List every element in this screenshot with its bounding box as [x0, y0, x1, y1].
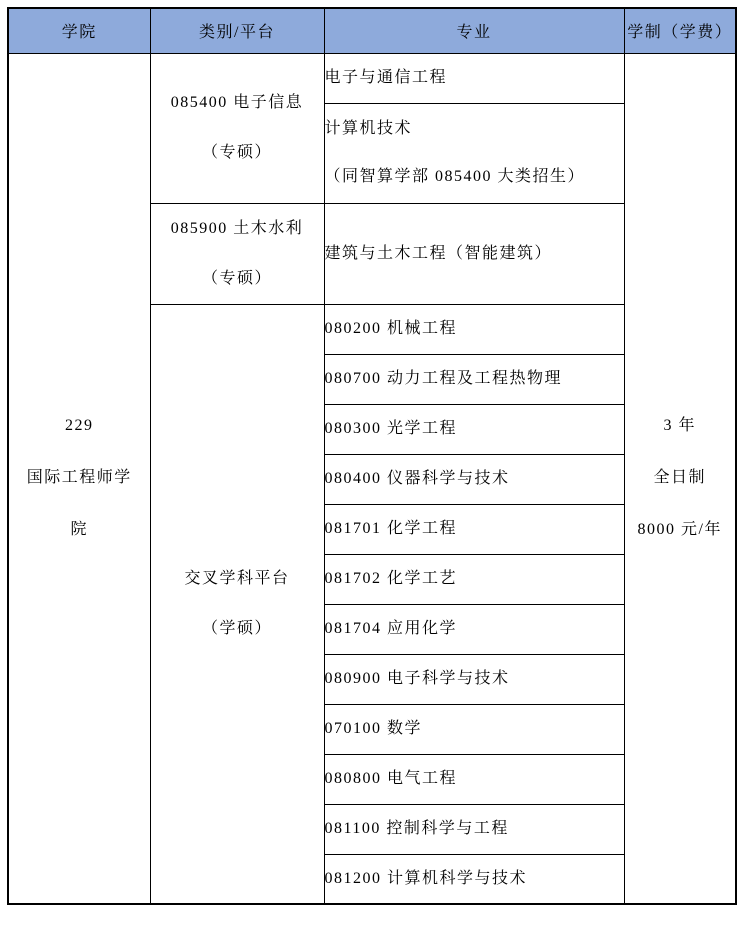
major-cell — [324, 804, 624, 854]
major-label: 070100 数学 — [324, 720, 423, 737]
major-label: 081704 应用化学 — [324, 620, 458, 637]
major-label: 081701 化学工程 — [324, 520, 458, 537]
major-label: 建筑与土木工程（智能建筑） — [324, 244, 553, 262]
major-cell — [324, 654, 624, 704]
category-type-line: （学硕） — [201, 619, 272, 637]
major-cell — [324, 53, 624, 103]
table-row — [8, 53, 736, 103]
major-cell — [324, 304, 624, 354]
major-cell — [324, 604, 624, 654]
category-code-line: 085400 电子信息 — [170, 94, 304, 111]
major-note: （同智算学部 085400 大类招生） — [324, 168, 586, 185]
table-header — [8, 8, 736, 53]
category-cell-085900 — [150, 203, 324, 304]
header-row — [8, 8, 736, 53]
major-label: 计算机技术 — [324, 120, 413, 137]
major-label: 080800 电气工程 — [324, 770, 458, 787]
college-code: 229 — [65, 417, 94, 435]
college-name: 国际工程师学院 — [26, 469, 132, 539]
college-cell — [8, 53, 150, 904]
category-cell-cross-discipline — [150, 304, 324, 904]
admissions-table — [7, 7, 737, 905]
major-label: 080200 机械工程 — [324, 320, 458, 337]
duration-tuition: 8000 元/年 — [637, 521, 722, 539]
major-label: 081702 化学工艺 — [324, 570, 458, 587]
category-cell-085400 — [150, 53, 324, 203]
major-label: 080900 电子科学与技术 — [324, 670, 510, 687]
major-label: 080700 动力工程及工程热物理 — [324, 370, 563, 387]
major-cell — [324, 404, 624, 454]
duration-mode: 全日制 — [653, 469, 706, 487]
category-type-line: （专硕） — [201, 269, 272, 287]
major-label: 081200 计算机科学与技术 — [324, 869, 528, 887]
major-cell — [324, 754, 624, 804]
major-label: 081100 控制科学与工程 — [324, 820, 509, 837]
major-cell — [324, 103, 624, 203]
header-duration: 学制（学费） — [624, 8, 736, 53]
major-cell — [324, 504, 624, 554]
category-type-line: （专硕） — [201, 144, 272, 161]
major-cell — [324, 354, 624, 404]
major-label: 080400 仪器科学与技术 — [324, 470, 510, 487]
major-label: 080300 光学工程 — [324, 420, 458, 437]
major-cell — [324, 454, 624, 504]
header-category: 类别/平台 — [150, 8, 324, 53]
category-code-line: 085900 土木水利 — [170, 219, 304, 237]
duration-years: 3 年 — [663, 417, 696, 435]
header-college: 学院 — [8, 8, 150, 53]
major-cell — [324, 203, 624, 304]
major-cell — [324, 554, 624, 604]
major-cell — [324, 854, 624, 904]
major-cell — [324, 704, 624, 754]
duration-cell — [624, 53, 736, 904]
category-code-line: 交叉学科平台 — [184, 569, 290, 587]
header-major: 专业 — [324, 8, 624, 53]
major-label: 电子与通信工程 — [324, 69, 448, 86]
